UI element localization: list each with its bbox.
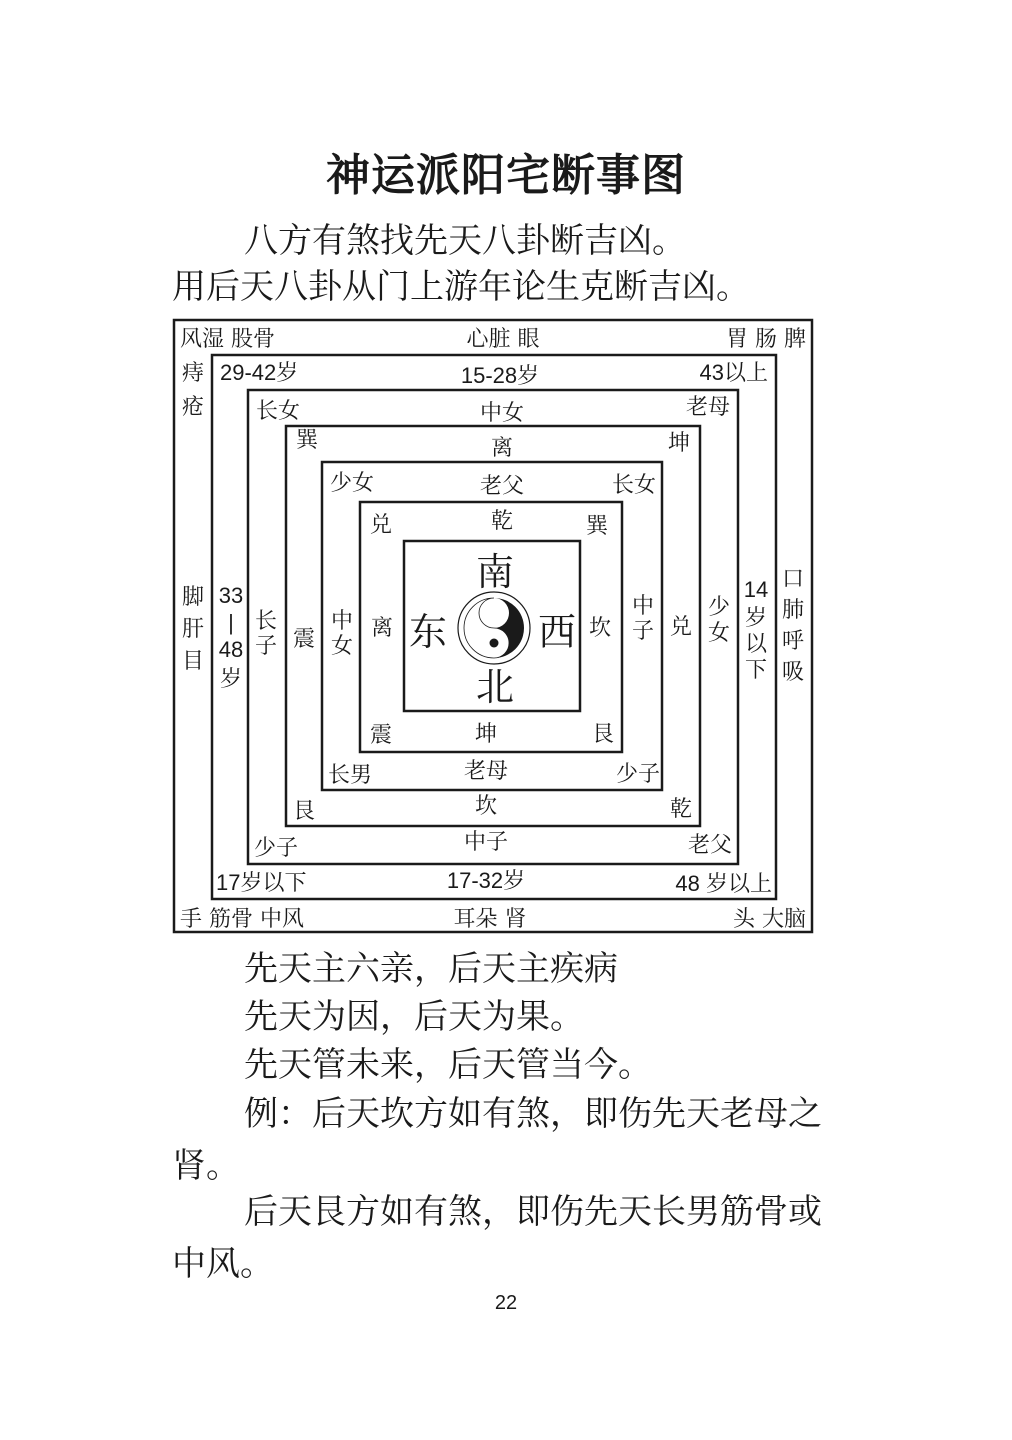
page-number: 22 — [494, 1292, 518, 1314]
center-west-text: 西 — [537, 610, 577, 654]
center-east-text: 东 — [408, 610, 448, 654]
ring2-e-c: 以 — [744, 632, 768, 657]
ring1-w-mid-text: 脚肝目 — [181, 585, 205, 674]
ring3-se-text: 老父 — [687, 833, 732, 858]
ring6-ne-text: 巽 — [585, 514, 608, 539]
ring2-n-text: 15-28岁 — [460, 363, 540, 388]
taiji-icon — [458, 592, 530, 664]
ring1-se-text: 头 大脑 — [733, 907, 806, 932]
ring6-s-text: 坤 — [474, 722, 498, 747]
ring6-e-text: 坎 — [588, 616, 612, 641]
ring6-w-text: 离 — [370, 616, 394, 641]
ring5-w-text: 中女 — [330, 609, 354, 659]
ring2-w-c: 48 — [218, 637, 244, 662]
ring3-n-text: 中女 — [479, 401, 525, 426]
ring1-ne-text: 胃 肠 脾 — [726, 327, 806, 352]
body-line-1: 先天主六亲，后天主疾病 — [244, 949, 618, 989]
body-paragraph-2: 后天艮方如有煞，即伤先天长男筋骨或中风。 — [172, 1192, 822, 1284]
ring2-s-text: 17-32岁 — [446, 868, 526, 893]
ring2-w-a: 33 — [218, 583, 244, 608]
ring2-sw-text: 17岁以下 — [216, 870, 307, 895]
intro-line-2: 用后天八卦从门上游年论生克断吉凶。 — [172, 267, 750, 307]
ring4-w-text: 震 — [292, 627, 316, 652]
ring4-n-text: 离 — [490, 436, 514, 461]
ring2-nw-text: 29-42岁 — [220, 360, 299, 385]
ring1-sw-text: 手 筋骨 中风 — [180, 907, 304, 932]
ring2-ne-text: 43以上 — [699, 360, 768, 385]
frame-ring-6 — [360, 502, 622, 752]
ring6-sw-text: 震 — [370, 723, 393, 748]
ring2-w-d: 岁 — [219, 667, 243, 692]
ring5-s-text: 老母 — [463, 759, 509, 784]
ring5-se-text: 少子 — [615, 762, 660, 787]
ring3-ne-text: 老母 — [685, 395, 730, 420]
ring1-s-text: 耳朵 肾 — [453, 907, 527, 932]
ring2-e-a: 14 — [743, 577, 769, 602]
body-line-3: 先天管未来，后天管当今。 — [244, 1045, 652, 1085]
ring3-s-text: 中子 — [463, 830, 509, 855]
ring4-nw-text: 巽 — [296, 428, 319, 453]
ring2-e-b: 岁 — [744, 606, 768, 631]
ring5-n-text: 老父 — [479, 474, 525, 499]
ring4-e-text: 兑 — [669, 615, 693, 640]
ring6-nw-text: 兑 — [370, 513, 393, 538]
ring1-e-mid-text: 口肺呼吸 — [781, 567, 805, 685]
ring3-nw-text: 长女 — [256, 399, 301, 424]
ring4-s-text: 坎 — [474, 794, 498, 819]
ring6-se-text: 艮 — [591, 722, 614, 747]
ring3-sw-text: 少子 — [254, 836, 299, 861]
ring5-sw-text: 长男 — [328, 763, 373, 788]
ring3-w-text: 长子 — [254, 609, 278, 659]
ring3-e-text: 少女 — [707, 595, 731, 646]
ring2-w-b: | — [228, 610, 234, 635]
page-title: 神运派阳宅断事图 — [326, 150, 686, 201]
ring4-se-text: 乾 — [669, 797, 692, 822]
ring5-e-text: 中子 — [631, 594, 655, 644]
ring2-se-text: 48 岁以上 — [675, 871, 772, 896]
ring5-nw-text: 少女 — [330, 471, 375, 496]
ring1-w-top-text: 痔疮 — [181, 361, 205, 420]
ring6-n-text: 乾 — [490, 509, 514, 534]
ring4-ne-text: 坤 — [667, 431, 690, 456]
intro-line-1: 八方有煞找先天八卦断吉凶。 — [244, 221, 686, 261]
ring4-sw-text: 艮 — [293, 799, 316, 824]
center-south-text: 南 — [475, 550, 515, 594]
body-paragraph-1: 例：后天坎方如有煞，即伤先天老母之肾。 — [172, 1094, 822, 1186]
center-north-text: 北 — [475, 665, 515, 709]
body-line-2: 先天为因，后天为果。 — [244, 997, 584, 1037]
ring5-ne-text: 长女 — [611, 473, 656, 498]
ring2-e-d: 下 — [744, 658, 768, 683]
ring1-nw-text: 风湿 股骨 — [180, 327, 275, 352]
ring1-n-text: 心脏 眼 — [466, 327, 540, 352]
